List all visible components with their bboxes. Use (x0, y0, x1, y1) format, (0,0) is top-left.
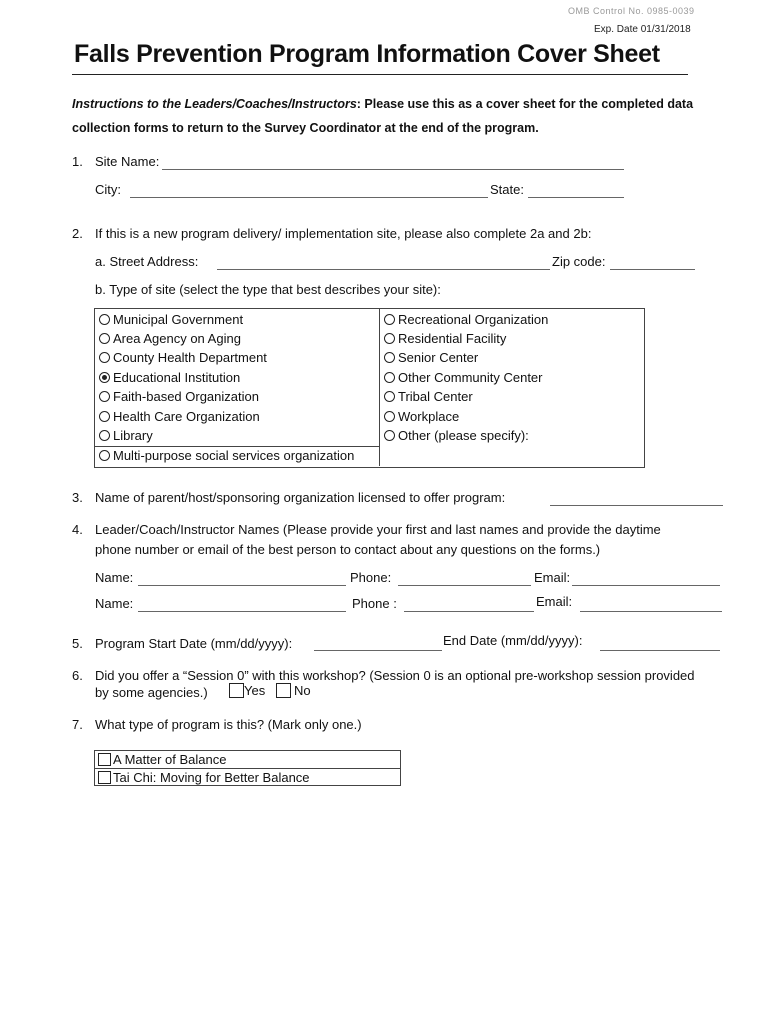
option-label: Educational Institution (113, 370, 241, 385)
site-name-label: Site Name: (95, 154, 160, 169)
site-type-option[interactable] (99, 389, 259, 404)
option-label: Faith-based Organization (113, 389, 259, 404)
q4-text-line1: Leader/Coach/Instructor Names (Please provide your first and last names and provide the daytime (95, 522, 661, 537)
q7-text: What type of program is this? (Mark only one.) (95, 717, 362, 732)
radio-button-icon (384, 352, 395, 363)
table-column-divider (379, 309, 380, 466)
site-type-option[interactable] (99, 448, 354, 463)
radio-button-icon (99, 314, 110, 325)
leader2-email-field[interactable] (580, 611, 722, 612)
instructions (72, 92, 712, 140)
leader2-name-field[interactable] (138, 611, 346, 612)
leader1-name-label: Name: (95, 570, 134, 585)
option-label: Area Agency on Aging (113, 331, 241, 346)
option-label: Other Community Center (398, 370, 543, 385)
leader2-email-label: Email: (536, 594, 573, 609)
option-label: Recreational Organization (398, 312, 549, 327)
radio-button-icon (384, 333, 395, 344)
program-type-option[interactable] (95, 751, 400, 768)
program-type-option[interactable] (95, 768, 400, 786)
option-label: Tribal Center (398, 389, 473, 404)
site-type-option[interactable] (99, 428, 153, 443)
site-type-option[interactable] (99, 409, 260, 424)
omb-control-number: OMB Control No. 0985-0039 (568, 6, 695, 16)
program-type-label: Tai Chi: Moving for Better Balance (113, 770, 310, 785)
site-type-option[interactable] (99, 350, 267, 365)
site-type-option[interactable] (99, 331, 241, 346)
site-type-option[interactable] (384, 428, 529, 443)
radio-button-icon (384, 372, 395, 383)
session0-yes-option[interactable] (229, 683, 265, 698)
radio-button-icon (99, 411, 110, 422)
q1-number: 1. (72, 154, 83, 169)
q2-number: 2. (72, 226, 83, 241)
no-label: No (294, 683, 311, 698)
checkbox-icon (98, 771, 111, 784)
site-type-option[interactable] (384, 312, 548, 327)
option-label: Health Care Organization (113, 409, 260, 424)
page-title: Falls Prevention Program Information Cover Sheet (74, 40, 660, 68)
radio-button-icon (99, 352, 110, 363)
site-type-option[interactable] (384, 409, 459, 424)
program-type-table (94, 750, 401, 786)
option-label: Senior Center (398, 350, 479, 365)
q5-number: 5. (72, 636, 83, 651)
q4-number: 4. (72, 522, 83, 537)
start-date-field[interactable] (314, 650, 442, 651)
program-type-label: A Matter of Balance (113, 752, 227, 767)
state-label: State: (490, 182, 524, 197)
title-rule (72, 74, 688, 75)
checkbox-icon (229, 683, 244, 698)
city-field[interactable] (130, 197, 488, 198)
state-field[interactable] (528, 197, 624, 198)
option-label: Multi-purpose social services organization (113, 448, 355, 463)
q7-number: 7. (72, 717, 83, 732)
q3-number: 3. (72, 490, 83, 505)
leader1-phone-label: Phone: (350, 570, 392, 585)
option-label: Residential Facility (398, 331, 507, 346)
option-label: Library (113, 428, 153, 443)
instructions-lead: Instructions to the Leaders/Coaches/Instructors (72, 97, 357, 111)
radio-button-icon (99, 391, 110, 402)
street-address-field[interactable] (217, 269, 550, 270)
leader2-phone-label: Phone : (352, 596, 397, 611)
site-type-option[interactable] (99, 312, 243, 327)
leader1-phone-field[interactable] (398, 585, 531, 586)
site-type-option[interactable] (384, 370, 543, 385)
q3-text: Name of parent/host/sponsoring organization licensed to offer program: (95, 490, 506, 505)
instructions-text: : Please use this as a cover sheet for the completed data collection forms to return to the Survey Coordinator at the end of the program. (72, 97, 694, 135)
site-type-option[interactable] (384, 331, 506, 346)
expiration-date: Exp. Date 01/31/2018 (594, 24, 691, 35)
option-label: Municipal Government (113, 312, 244, 327)
city-label: City: (95, 182, 121, 197)
zip-code-field[interactable] (610, 269, 695, 270)
site-type-option[interactable] (99, 370, 240, 385)
site-type-option[interactable] (384, 389, 473, 404)
radio-button-icon (384, 391, 395, 402)
zip-code-label: Zip code: (552, 254, 606, 269)
radio-button-icon (99, 450, 110, 461)
street-address-label: a. Street Address: (95, 254, 199, 269)
checkbox-icon (98, 753, 111, 766)
radio-button-selected-icon (99, 372, 110, 383)
option-label: Workplace (398, 409, 460, 424)
site-type-table (94, 308, 645, 468)
leader1-email-field[interactable] (572, 585, 720, 586)
site-type-label: b. Type of site (select the type that best describes your site): (95, 282, 441, 297)
option-label: Other (please specify): (398, 428, 529, 443)
radio-button-icon (384, 314, 395, 325)
option-label: County Health Department (113, 350, 267, 365)
leader2-name-label: Name: (95, 596, 134, 611)
q4-text-line2: phone number or email of the best person to contact about any questions on the forms.) (95, 542, 601, 557)
checkbox-icon (276, 683, 291, 698)
end-date-label: End Date (mm/dd/yyyy): (443, 633, 583, 648)
radio-button-icon (384, 411, 395, 422)
q6-text-line2: by some agencies.) (95, 685, 208, 700)
radio-button-icon (384, 430, 395, 441)
leader1-email-label: Email: (534, 570, 571, 585)
yes-label: Yes (244, 683, 266, 698)
table-row-divider (95, 446, 379, 447)
session0-no-option[interactable] (276, 683, 311, 698)
leader1-name-field[interactable] (138, 585, 346, 586)
q6-text-line1: Did you offer a “Session 0” with this workshop? (Session 0 is an optional pre-workshop session provided (95, 668, 695, 683)
q2-text: If this is a new program delivery/ implementation site, please also complete 2a and 2b: (95, 226, 592, 241)
sponsoring-organization-field[interactable] (550, 505, 723, 506)
site-type-option[interactable] (384, 350, 478, 365)
site-name-field[interactable] (162, 169, 624, 170)
q6-number: 6. (72, 668, 83, 683)
end-date-field[interactable] (600, 650, 720, 651)
start-date-label: Program Start Date (mm/dd/yyyy): (95, 636, 293, 651)
radio-button-icon (99, 333, 110, 344)
leader2-phone-field[interactable] (404, 611, 534, 612)
radio-button-icon (99, 430, 110, 441)
